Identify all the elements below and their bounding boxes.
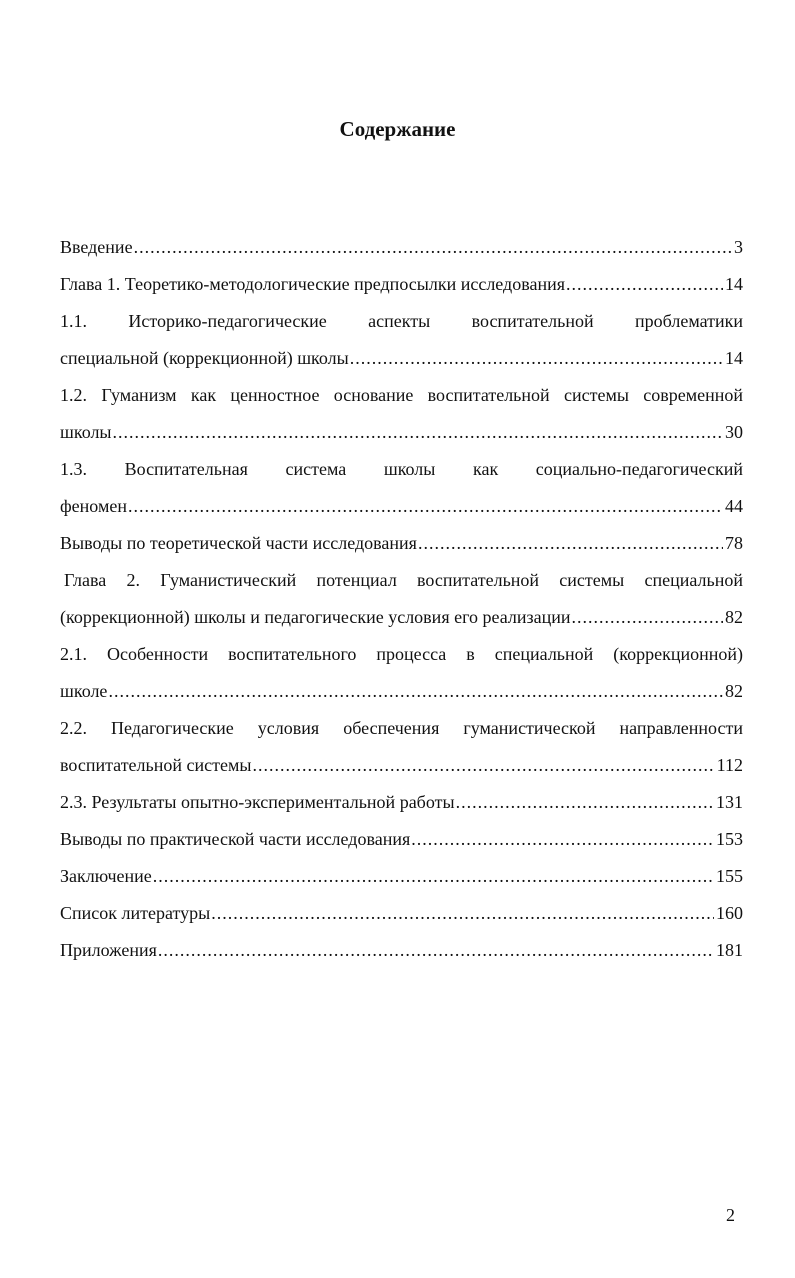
toc-page-number: 153 xyxy=(716,829,743,849)
toc-page-number: 3 xyxy=(734,237,743,257)
page-title: Содержание xyxy=(339,117,456,141)
dot-leader xyxy=(153,858,714,895)
toc-entry-section-2-2-line-2 xyxy=(60,747,743,784)
dot-leader xyxy=(113,414,723,451)
dot-leader xyxy=(456,784,714,821)
toc-page-number: 82 xyxy=(725,607,743,627)
toc-entry-title: Введение xyxy=(60,237,133,257)
toc-entry-title: Выводы по практической части исследования xyxy=(60,829,411,849)
toc-page-number: 30 xyxy=(725,422,743,442)
toc-entry-title: Выводы по теоретической части исследования xyxy=(60,533,417,553)
dot-leader xyxy=(134,229,732,266)
toc-entry-section-2-3 xyxy=(60,784,743,821)
toc-page-number: 131 xyxy=(716,792,743,812)
toc-entry-title: Список литературы xyxy=(60,903,211,923)
toc-entry-title: воспитательной системы xyxy=(60,755,252,775)
toc-entry-theoretical-conclusions xyxy=(60,525,743,562)
toc-entry-title: феномен xyxy=(60,496,127,516)
dot-leader xyxy=(572,599,724,636)
toc-entry-section-2-2-line-1: 2.2. Педагогические условия обеспечения гуманистической направленности xyxy=(60,718,743,738)
dot-leader xyxy=(211,895,714,932)
toc-entry-introduction xyxy=(60,229,743,266)
dot-leader xyxy=(252,747,714,784)
toc-entry-title: специальной (коррекционной) школы xyxy=(60,348,349,368)
dot-leader xyxy=(411,821,714,858)
dot-leader xyxy=(158,932,714,969)
dot-leader xyxy=(418,525,723,562)
toc-page-number: 82 xyxy=(725,681,743,701)
toc-entry-section-1-2-line-1: 1.2. Гуманизм как ценностное основание воспитательной системы современной xyxy=(60,385,743,405)
toc-entry-conclusion xyxy=(60,858,743,895)
dot-leader xyxy=(108,673,723,710)
toc-entry-section-1-1-line-2 xyxy=(60,340,743,377)
toc-entry-practical-conclusions xyxy=(60,821,743,858)
toc-entry-section-1-3-line-2 xyxy=(60,488,743,525)
toc-entry-chapter-2-line-1: Глава 2. Гуманистический потенциал воспитательной системы специальной xyxy=(64,570,743,590)
toc-page-number: 160 xyxy=(716,903,743,923)
table-of-contents xyxy=(60,229,743,969)
toc-entry-title: Заключение xyxy=(60,866,152,886)
toc-page-number: 181 xyxy=(716,940,743,960)
toc-entry-chapter-1 xyxy=(60,266,743,303)
toc-page-number: 112 xyxy=(716,755,743,775)
page-number: 2 xyxy=(726,1205,735,1225)
toc-entry-title: Глава 1. Теоретико-методологические предпосылки исследования xyxy=(60,274,566,294)
toc-entry-chapter-2-line-2 xyxy=(60,599,743,636)
toc-entry-title: (коррекционной) школы и педагогические условия его реализации xyxy=(60,607,571,627)
toc-entry-section-1-3-line-1: 1.3. Воспитательная система школы как социально-педагогический xyxy=(60,459,743,479)
toc-page-number: 78 xyxy=(725,533,743,553)
toc-entry-section-2-1-line-2 xyxy=(60,673,743,710)
toc-entry-title: Приложения xyxy=(60,940,157,960)
toc-entry-title: школы xyxy=(60,422,112,442)
toc-entry-section-2-1-line-1: 2.1. Особенности воспитательного процесса в специальной (коррекционной) xyxy=(60,644,743,664)
toc-entry-appendices xyxy=(60,932,743,969)
toc-page-number: 14 xyxy=(725,274,743,294)
toc-entry-bibliography xyxy=(60,895,743,932)
toc-entry-section-1-1-line-1: 1.1. Историко-педагогические аспекты воспитательной проблематики xyxy=(60,311,743,331)
toc-entry-title: школе xyxy=(60,681,108,701)
toc-page-number: 44 xyxy=(725,496,743,516)
toc-entry-section-1-2-line-2 xyxy=(60,414,743,451)
dot-leader xyxy=(566,266,723,303)
dot-leader xyxy=(350,340,723,377)
toc-entry-title: 2.3. Результаты опытно-экспериментальной работы xyxy=(60,792,455,812)
dot-leader xyxy=(128,488,723,525)
toc-page-number: 155 xyxy=(716,866,743,886)
toc-page-number: 14 xyxy=(725,348,743,368)
